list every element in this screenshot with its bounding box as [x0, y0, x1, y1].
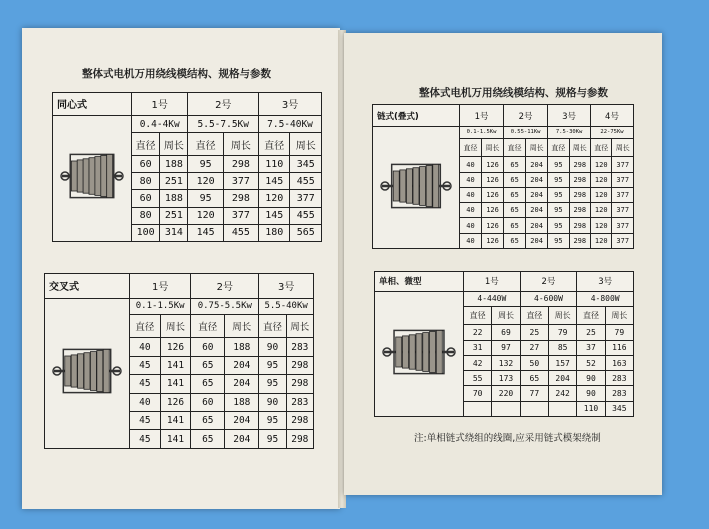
illustration-cell	[45, 298, 130, 448]
table-cell: 377	[223, 207, 258, 224]
table-category-label: 链式(叠式)	[373, 105, 460, 127]
power-range: 7.5-40Kw	[259, 115, 322, 132]
table-cell: 40	[460, 203, 482, 218]
column-circumference: 周长	[290, 133, 322, 156]
table-cell: 204	[225, 356, 259, 374]
table-cell: 95	[548, 218, 569, 233]
table-cell: 377	[612, 172, 634, 187]
table-cell: 204	[225, 430, 259, 449]
power-range: 4-600W	[520, 291, 577, 306]
table-cell: 377	[612, 157, 634, 172]
table-cell: 79	[605, 325, 633, 340]
table-cell: 298	[569, 187, 590, 202]
chain-spec-table	[372, 104, 634, 249]
table-cell: 298	[286, 356, 313, 374]
table-cell: 283	[605, 386, 633, 401]
table-cell: 110	[577, 401, 605, 416]
illustration-cell	[373, 127, 460, 249]
table-cell: 157	[548, 355, 576, 370]
size-header: 3号	[548, 105, 591, 127]
table-cell: 95	[259, 375, 286, 393]
table-cell: 345	[605, 401, 633, 416]
table-cell: 204	[548, 371, 576, 386]
table-cell: 45	[130, 356, 161, 374]
table-cell: 120	[591, 187, 612, 202]
table-cell: 40	[130, 393, 161, 411]
table-cell: 141	[160, 356, 191, 374]
power-range: 0.75-5.5Kw	[191, 298, 259, 315]
illustration-cell	[375, 291, 464, 416]
column-diameter: 直径	[520, 307, 548, 325]
table-cell: 126	[482, 187, 504, 202]
table-cell: 100	[132, 224, 160, 241]
column-diameter: 直径	[191, 315, 225, 338]
table-cell: 377	[612, 203, 634, 218]
table-cell: 145	[259, 207, 290, 224]
table-cell: 45	[130, 412, 161, 430]
table-cell: 40	[460, 172, 482, 187]
table-cell: 126	[160, 393, 191, 411]
right-page	[344, 33, 662, 495]
size-header: 1号	[460, 105, 504, 127]
table-cell: 45	[130, 375, 161, 393]
size-header: 1号	[130, 274, 191, 299]
column-diameter: 直径	[504, 138, 526, 157]
table-cell: 65	[191, 412, 225, 430]
column-circumference: 周长	[612, 138, 634, 157]
power-range: 22-75Kw	[591, 127, 634, 139]
table-cell: 126	[482, 203, 504, 218]
cross-spec-table	[44, 273, 314, 449]
size-header: 1号	[464, 272, 521, 292]
table-cell: 455	[290, 207, 322, 224]
table-cell: 141	[160, 412, 191, 430]
table-cell: 60	[191, 393, 225, 411]
table-cell: 65	[504, 187, 526, 202]
table-cell: 126	[482, 218, 504, 233]
table-cell: 95	[188, 190, 223, 207]
table-cell: 116	[605, 340, 633, 355]
table-cell: 345	[290, 156, 322, 173]
table-category-label: 同心式	[53, 93, 132, 116]
table-cell: 298	[569, 233, 590, 248]
table-cell: 204	[526, 203, 548, 218]
table-cell: 126	[160, 338, 191, 356]
table-cell: 377	[612, 233, 634, 248]
table-cell: 188	[160, 156, 188, 173]
table-cell: 110	[259, 156, 290, 173]
column-diameter: 直径	[259, 133, 290, 156]
right-page-title: 整体式电机万用绕线模结构、规格与参数	[419, 87, 608, 99]
table-category-label: 交叉式	[45, 274, 130, 299]
table-cell: 251	[160, 207, 188, 224]
table-cell: 95	[548, 172, 569, 187]
table-cell: 90	[577, 386, 605, 401]
winding-mold-illustration	[50, 341, 124, 401]
table-cell: 298	[569, 203, 590, 218]
power-range: 0.4-4Kw	[132, 115, 188, 132]
illustration-cell	[53, 115, 132, 241]
table-cell: 40	[460, 218, 482, 233]
table-cell: 132	[492, 355, 520, 370]
table-cell: 204	[225, 412, 259, 430]
table-cell: 55	[464, 371, 492, 386]
table-cell: 37	[577, 340, 605, 355]
table-cell: 95	[259, 356, 286, 374]
winding-mold-illustration	[380, 322, 458, 382]
size-header: 2号	[188, 93, 259, 116]
table-cell: 298	[223, 190, 258, 207]
column-circumference: 周长	[160, 133, 188, 156]
table-cell: 126	[482, 233, 504, 248]
table-cell: 204	[526, 218, 548, 233]
table-cell: 298	[286, 430, 313, 449]
table-cell: 314	[160, 224, 188, 241]
table-cell: 455	[290, 173, 322, 190]
table-cell: 95	[548, 203, 569, 218]
table-cell: 565	[290, 224, 322, 241]
table-cell: 377	[612, 187, 634, 202]
footnote: 注:单相链式绕组的线圈,应采用链式模架绕制	[414, 433, 601, 444]
table-cell	[464, 401, 492, 416]
table-cell: 120	[188, 173, 223, 190]
table-cell: 298	[286, 375, 313, 393]
table-cell: 204	[526, 157, 548, 172]
winding-mold-illustration	[58, 146, 126, 206]
table-cell: 220	[492, 386, 520, 401]
table-cell: 120	[591, 218, 612, 233]
power-range: 7.5-30Kw	[548, 127, 591, 139]
table-cell: 180	[259, 224, 290, 241]
table-cell: 65	[504, 157, 526, 172]
table-cell: 97	[492, 340, 520, 355]
size-header: 1号	[132, 93, 188, 116]
column-diameter: 直径	[130, 315, 161, 338]
table-cell: 377	[290, 190, 322, 207]
table-cell: 65	[191, 430, 225, 449]
size-header: 2号	[520, 272, 577, 292]
table-cell: 42	[464, 355, 492, 370]
power-range: 4-800W	[577, 291, 634, 306]
power-range: 0.1-1.5Kw	[460, 127, 504, 139]
table-cell: 204	[526, 172, 548, 187]
column-circumference: 周长	[223, 133, 258, 156]
column-circumference: 周长	[482, 138, 504, 157]
table-cell: 40	[460, 157, 482, 172]
table-cell: 95	[259, 430, 286, 449]
table-cell: 95	[188, 156, 223, 173]
table-cell: 95	[548, 187, 569, 202]
table-cell: 120	[591, 203, 612, 218]
column-circumference: 周长	[548, 307, 576, 325]
table-cell: 141	[160, 375, 191, 393]
column-circumference: 周长	[286, 315, 313, 338]
table-cell: 145	[188, 224, 223, 241]
table-cell: 90	[577, 371, 605, 386]
table-cell	[492, 401, 520, 416]
power-range: 0.55-11Kw	[504, 127, 548, 139]
table-cell: 25	[577, 325, 605, 340]
table-cell: 65	[504, 218, 526, 233]
table-cell: 377	[223, 173, 258, 190]
table-cell: 65	[520, 371, 548, 386]
table-cell: 120	[259, 190, 290, 207]
table-category-label: 单相、微型	[375, 272, 464, 292]
size-header: 3号	[577, 272, 634, 292]
winding-mold-illustration	[378, 156, 454, 216]
table-cell: 126	[482, 157, 504, 172]
table-cell: 298	[569, 218, 590, 233]
table-cell: 27	[520, 340, 548, 355]
table-cell: 60	[191, 338, 225, 356]
power-range: 4-440W	[464, 291, 521, 306]
table-cell: 141	[160, 430, 191, 449]
table-cell: 163	[605, 355, 633, 370]
column-circumference: 周长	[492, 307, 520, 325]
size-header: 3号	[259, 274, 314, 299]
table-cell: 377	[612, 218, 634, 233]
table-cell	[548, 401, 576, 416]
power-range: 5.5-40Kw	[259, 298, 314, 315]
table-cell: 298	[569, 157, 590, 172]
table-cell: 52	[577, 355, 605, 370]
column-circumference: 周长	[225, 315, 259, 338]
column-circumference: 周长	[526, 138, 548, 157]
table-cell: 60	[132, 156, 160, 173]
table-cell: 25	[520, 325, 548, 340]
power-range: 0.1-1.5Kw	[130, 298, 191, 315]
size-header: 4号	[591, 105, 634, 127]
table-cell: 69	[492, 325, 520, 340]
table-cell: 90	[259, 393, 286, 411]
column-circumference: 周长	[569, 138, 590, 157]
table-cell: 283	[286, 338, 313, 356]
single-phase-spec-table	[374, 271, 634, 417]
column-diameter: 直径	[548, 138, 569, 157]
table-cell: 283	[286, 393, 313, 411]
table-cell: 95	[548, 233, 569, 248]
table-cell: 65	[504, 233, 526, 248]
table-cell: 188	[160, 190, 188, 207]
table-cell: 70	[464, 386, 492, 401]
size-header: 3号	[259, 93, 322, 116]
column-diameter: 直径	[460, 138, 482, 157]
table-cell: 204	[225, 375, 259, 393]
table-cell: 65	[504, 172, 526, 187]
table-cell: 283	[605, 371, 633, 386]
table-cell: 188	[225, 393, 259, 411]
power-range: 5.5-7.5Kw	[188, 115, 259, 132]
table-cell: 242	[548, 386, 576, 401]
table-cell: 251	[160, 173, 188, 190]
column-diameter: 直径	[188, 133, 223, 156]
table-cell: 188	[225, 338, 259, 356]
table-cell: 85	[548, 340, 576, 355]
table-cell: 80	[132, 207, 160, 224]
table-cell: 120	[188, 207, 223, 224]
table-cell: 95	[259, 412, 286, 430]
table-cell: 298	[286, 412, 313, 430]
table-cell: 65	[504, 203, 526, 218]
left-page-title: 整体式电机万用绕线模结构、规格与参数	[82, 68, 271, 80]
table-cell: 120	[591, 172, 612, 187]
column-diameter: 直径	[132, 133, 160, 156]
table-cell: 40	[460, 233, 482, 248]
table-cell: 298	[223, 156, 258, 173]
size-header: 2号	[504, 105, 548, 127]
table-cell: 60	[132, 190, 160, 207]
column-diameter: 直径	[577, 307, 605, 325]
table-cell: 79	[548, 325, 576, 340]
table-cell: 455	[223, 224, 258, 241]
table-cell: 126	[482, 172, 504, 187]
column-diameter: 直径	[464, 307, 492, 325]
table-cell: 90	[259, 338, 286, 356]
table-cell: 65	[191, 356, 225, 374]
concentric-spec-table	[52, 92, 322, 242]
table-cell: 204	[526, 233, 548, 248]
table-cell: 204	[526, 187, 548, 202]
table-cell: 80	[132, 173, 160, 190]
size-header: 2号	[191, 274, 259, 299]
column-diameter: 直径	[259, 315, 286, 338]
table-cell: 95	[548, 157, 569, 172]
table-cell: 45	[130, 430, 161, 449]
table-cell: 31	[464, 340, 492, 355]
table-cell: 40	[130, 338, 161, 356]
table-cell: 298	[569, 172, 590, 187]
table-cell: 173	[492, 371, 520, 386]
table-cell: 120	[591, 233, 612, 248]
table-cell	[520, 401, 548, 416]
column-diameter: 直径	[591, 138, 612, 157]
table-cell: 22	[464, 325, 492, 340]
table-cell: 120	[591, 157, 612, 172]
table-cell: 145	[259, 173, 290, 190]
table-cell: 65	[191, 375, 225, 393]
column-circumference: 周长	[605, 307, 633, 325]
table-cell: 77	[520, 386, 548, 401]
column-circumference: 周长	[160, 315, 191, 338]
table-cell: 40	[460, 187, 482, 202]
table-cell: 50	[520, 355, 548, 370]
